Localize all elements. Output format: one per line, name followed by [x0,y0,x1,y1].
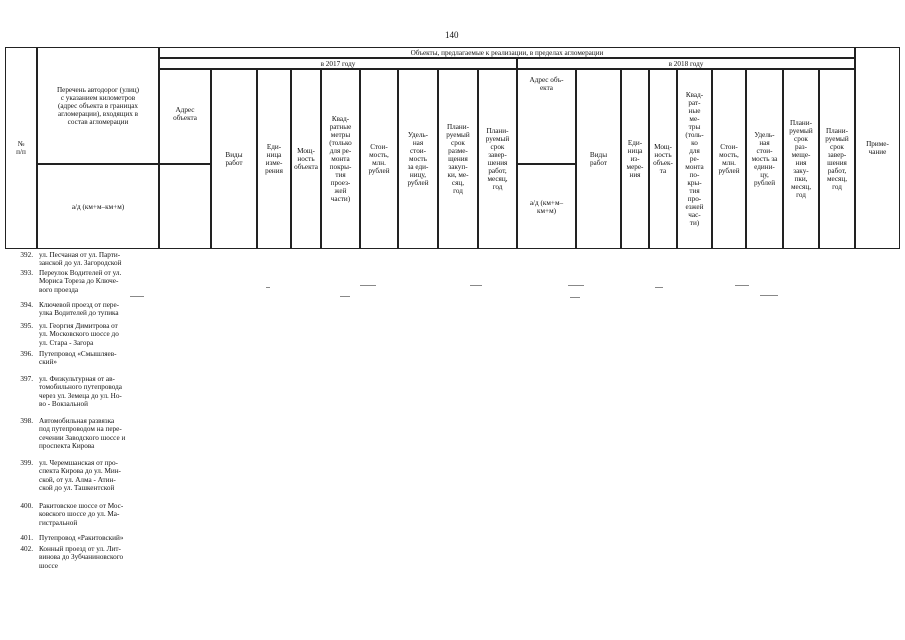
header-2017-procurement-date: Плани- руемый срок разме- щения закуп- ки, ме- сяц, год [438,69,478,249]
scan-artifact [568,285,584,286]
header-objects-group: Объекты, предлагаемые к реализации, в пределах агломерации [159,47,855,58]
scan-artifact [130,296,144,297]
scan-artifact [735,285,749,286]
header-2018-capacity: Мощ- ность объек- та [649,69,677,249]
header-note: Приме- чание [855,47,900,249]
row-number: 398. [20,417,33,425]
header-road-list: Перечень автодорог (улиц) с указанием километров (адрес объекта в границах агломерации), входящих в состав агломерации [37,47,159,164]
row-number: 396. [20,350,33,358]
header-2018-unit: Еди- ница из- мере- ния [621,69,649,249]
header-2017-unit-cost: Удель- ная стои- мость за еди- ницу, рублей [398,69,438,249]
header-2017-square-meters: Квад- ратные метры (только для ре- монта покры- тия проез- жей части) [321,69,360,249]
row-number: 395. [20,322,33,330]
scan-artifact [470,285,482,286]
header-2017-capacity: Мощ- ность объекта [291,69,321,249]
row-road-name: Переулок Водителей от ул. Мориса Тореза до Ключе- вого проезда [39,269,122,294]
header-2018-completion-date: Плани- руемый срок завер- шения работ, месяц, год [819,69,855,249]
header-2018-work-types: Виды работ [576,69,621,249]
row-road-name: Путепровод «Ракитовский» [39,534,124,542]
row-number: 397. [20,375,33,383]
scan-artifact [266,287,270,288]
row-road-name: Автомобильная развязка под путепроводом на пере- сечении Заводского шоссе и проспекта Кирова [39,417,126,451]
header-2017-work-types: Виды работ [211,69,257,249]
row-road-name: ул. Песчаная от ул. Парти- занской до ул. Загородской [39,251,122,268]
row-number: 401. [20,534,33,542]
row-number: 392. [20,251,33,259]
header-2018-ad-km: а/д (км+м– км+м) [517,164,576,249]
scan-artifact [360,285,376,286]
row-number: 402. [20,545,33,553]
row-number: 400. [20,502,33,510]
row-number: 399. [20,459,33,467]
row-road-name: Ракитовское шоссе от Мос- ковского шоссе до ул. Ма- гистральной [39,502,124,527]
row-road-name: ул. Черемшанская от про- спекта Кирова до ул. Мин- ской, от ул. Алма - Атин- ской до ул. Ташкентской [39,459,121,493]
header-2018-cost: Стои- мость, млн. рублей [712,69,746,249]
row-road-name: ул. Георгия Димитрова от ул. Московского шоссе до ул. Стара - Загора [39,322,119,347]
row-road-name: Путепровод «Смышляев- ский» [39,350,117,367]
scan-artifact [340,296,350,297]
header-ad-km: а/д (км+м–км+м) [37,164,159,249]
row-road-name: ул. Физкультурная от ав- томобильного путепровода через ул. Земеца до ул. Но- во - Вокзальной [39,375,122,409]
header-year-2018: в 2018 году [517,58,855,69]
row-road-name: Ключевой проезд от пере- улка Водителей до тупика [39,301,120,318]
header-num: № п/п [5,47,37,249]
row-road-name: Конный проезд от ул. Лит- винова до Зубчаниновского шоссе [39,545,124,570]
header-2017-cost: Стои- мость, млн. рублей [360,69,398,249]
scan-artifact [570,297,580,298]
header-2017-completion-date: Плани- руемый срок завер- шения работ, месяц, год [478,69,517,249]
header-2017-empty [159,164,211,249]
header-2018-square-meters: Квад- рат- ные ме- тры (толь- ко для ре- монта по- кры- тия про- езжей час- ти) [677,69,712,249]
header-2018-procurement-date: Плани- руемый срок раз- меще- ния заку- пки, месяц, год [783,69,819,249]
header-2017-address: Адрес объекта [159,69,211,164]
page-number: 140 [445,30,459,40]
header-2018-address: Адрес объ- екта [517,69,576,164]
row-number: 394. [20,301,33,309]
header-2018-unit-cost: Удель- ная стои- мость за едини- цу, рублей [746,69,783,249]
header-year-2017: в 2017 году [159,58,517,69]
scan-artifact [655,287,663,288]
header-2017-unit: Еди- ница изме- рения [257,69,291,249]
scan-artifact [760,295,778,296]
row-number: 393. [20,269,33,277]
